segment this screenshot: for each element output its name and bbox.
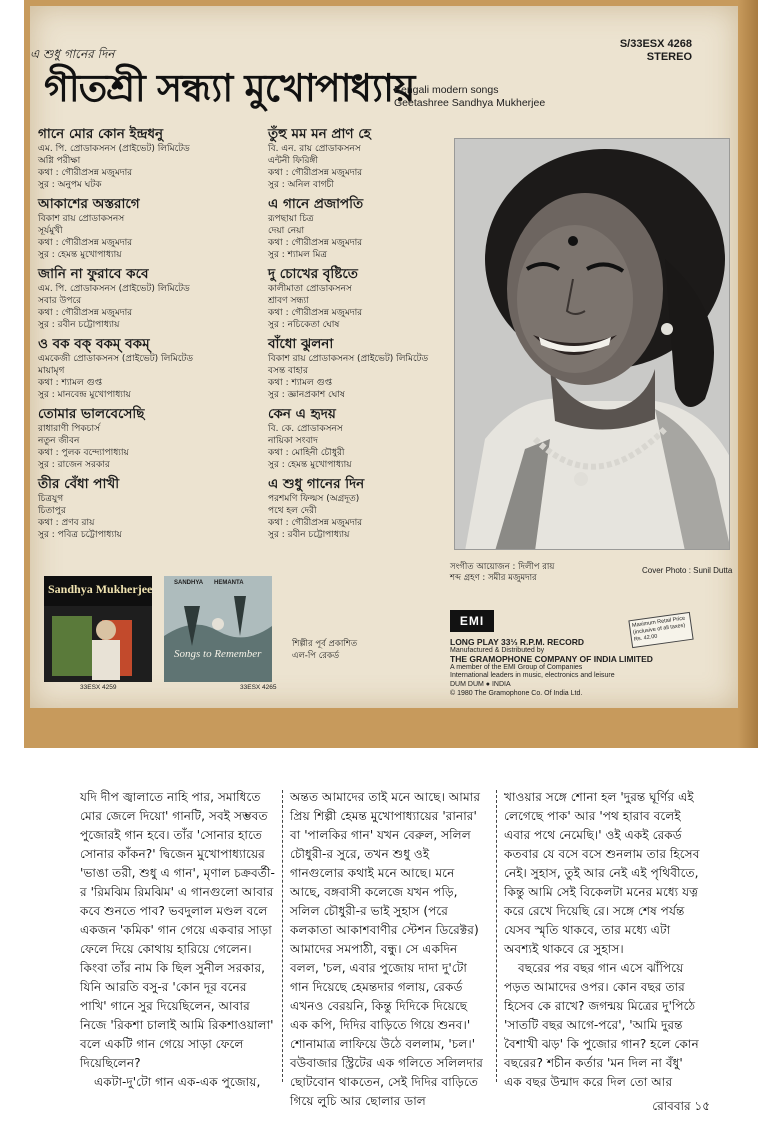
song-credit-line: নায়িকা সংবাদ <box>268 436 318 446</box>
song-credit-line: সুর : অনিল বাগচী <box>268 180 334 190</box>
song-title: দু চোখের বৃষ্টিতে <box>268 266 358 282</box>
song-entry <box>38 196 256 261</box>
thumbnail-2-title-1: SANDHYA <box>174 580 204 586</box>
thumbnail-2-art <box>164 576 272 682</box>
subtitle-genre: Bengali modern songs <box>394 84 499 96</box>
thumbnail-1-title: Sandhya Mukherjee <box>48 582 152 596</box>
song-credit-line: সুর : রবীন চট্টোপাধ্যায় <box>268 530 350 540</box>
song-credit-line: দেয়া নেয়া <box>268 226 305 236</box>
price-sticker: Maximum Retail Price (inclusive of all taxes) Rs. 42.00 <box>628 612 693 648</box>
cover-photo-portrait <box>454 138 730 550</box>
record-manufacturer-label: Manufactured & Distributed by <box>450 646 545 654</box>
article-column-1 <box>80 788 276 1092</box>
song-title: জানি না ফুরাবে কবে <box>38 266 149 282</box>
song-credit-line: সুর : রবীন চট্টোপাধ্যায় <box>38 320 120 330</box>
song-title: ও বক বক্ বকম্ বকম্ <box>38 336 150 352</box>
song-title: তুঁহু মম মন প্রাণ হে <box>268 126 371 142</box>
song-title: এ শুধু গানের দিন <box>268 476 365 492</box>
page-footer: রোববার ১৫ <box>652 1099 710 1113</box>
song-entry <box>38 126 256 191</box>
song-credit-line: কথা : গৌরীপ্রসন্ন মজুমদার <box>268 238 363 248</box>
thumbnail-1-code: 33ESX 4259 <box>80 684 117 691</box>
song-credit-line: এম. পি. প্রোডাকসনস (প্রাইভেট) লিমিটেড <box>38 284 190 294</box>
song-credit-line: বিকাশ রায় প্রোডাকসনস (প্রাইভেট) লিমিটেড <box>268 354 429 364</box>
previous-lp-line-2: এল-পি রেকর্ড <box>292 651 340 661</box>
album-subtitle <box>394 84 545 110</box>
song-credit-line: কথা : গৌরীপ্রসন্ন মজুমদার <box>38 168 133 178</box>
song-credit-line: সুর : পবিত্র চট্টোপাধ্যায় <box>38 530 122 540</box>
article-paragraph: যদি দীপ জ্বালাতে নাহি পার, সমাধিতে মোর জেলে দিয়ো' গানটি, সবই সম্ভবত পুজোরই গান হবে। তাঁর 'সোনার হাতে সোনার কাঁকন?' দ্বিজেন মুখোপাধ্যায়ের 'ভাঙা তরী, শুধু এ গান', মৃণাল চক্রবর্তী-র 'রিমঝিম রিমঝিম' এ গানগুলো আবার কবে শুনতে পাব? ভবদুলাল মণ্ডল বলে একজন 'কমিক' গান গেয়ে একবার সাড়া ফেলে দিয়ে কোথায় হারিয়ে গেলেন। কিংবা তাঁর নাম কি ছিল সুনীল সরকার, যিনি আরতি বসু-র 'কোন দূর বনের পাখি' গানে সুর দিয়েছিলেন, আবার নিজে 'রিকশা চালাই আমি রিকশাওয়ালা' বলে একটি গান গেয়ে সাড়া ফেলে দিয়েছিলেন? <box>80 790 275 1070</box>
song-credit-line: এম. পি. প্রোডাকসনস (প্রাইভেট) লিমিটেড <box>38 144 190 154</box>
song-credit-line: কথা : মোহিনী চৌধুরী <box>268 448 345 458</box>
previous-lp-line-1: শিল্পীর পূর্ব প্রকাশিত <box>292 639 358 649</box>
previous-lp-thumbnail-2 <box>164 576 272 682</box>
song-credit-line: মায়ামৃগ <box>38 366 65 376</box>
sleeve-back-cover <box>30 6 738 708</box>
record-location: DUM DUM ● INDIA <box>450 680 511 688</box>
stereo-label: STEREO <box>646 51 692 63</box>
song-title: এ গানে প্রজাপতি <box>268 196 364 212</box>
subtitle-artist: Geetashree Sandhya Mukherjee <box>394 97 546 109</box>
song-credit-line: সুর : হেমন্ত মুখোপাধ্যায় <box>38 250 122 260</box>
series-title: এ শুধু গানের দিন <box>30 47 115 61</box>
song-credit-line: কথা : প্রণব রায় <box>38 518 95 528</box>
song-entry <box>38 476 256 541</box>
record-sleeve <box>24 0 758 748</box>
article-column-2 <box>290 788 486 1111</box>
artist-name-bengali: গীতশ্রী সন্ধ্যা মুখোপাধ্যায় <box>44 66 415 110</box>
song-credit-line: শ্রাবণ সন্ধ্যা <box>268 296 309 306</box>
song-credit-line: কথা : গৌরীপ্রসন্ন মজুমদার <box>38 308 133 318</box>
song-list-left <box>38 126 256 546</box>
song-credit-line: সবার উপরে <box>38 296 82 306</box>
song-credit-line: সুর : হেমন্ত মুখোপাধ্যায় <box>268 460 352 470</box>
song-credit-line: কথা : শ্যামল গুপ্ত <box>38 378 102 388</box>
song-credit-line: চিতাপুর <box>38 506 66 516</box>
song-credit-line: বি. কে. প্রোডাকসনস <box>268 424 343 434</box>
song-credit-line: সুর : শ্যামল মিত্র <box>268 250 327 260</box>
song-credit-line: সুর : নচিকেতা ঘোষ <box>268 320 340 330</box>
record-info <box>450 638 653 689</box>
record-company: THE GRAMOPHONE COMPANY OF INDIA LIMITED <box>450 654 653 664</box>
catalog-code: S/33ESX 4268 <box>619 38 692 50</box>
song-credit-line: কথা : গৌরীপ্রসন্ন মজুমদার <box>38 238 133 248</box>
record-format: LONG PLAY 33⅓ R.P.M. RECORD <box>450 637 584 647</box>
credit-music-arrangement: সংগীত আয়োজন : দিলীপ রায় <box>450 562 555 572</box>
column-divider-1 <box>282 790 283 1082</box>
song-title: কেন এ হৃদয় <box>268 406 336 422</box>
song-credit-line: কথা : শ্যামল গুপ্ত <box>268 378 332 388</box>
thumbnail-2-code: 33ESX 4265 <box>240 684 277 691</box>
song-credit-line: অগ্নি পরীক্ষা <box>38 156 81 166</box>
song-credit-line: রাধারাণী পিকচার্স <box>38 424 101 434</box>
song-title: গানে মোর কোন ইন্দ্রধনু <box>38 126 164 142</box>
article-paragraph: বছরের পর বছর গান এসে ঝাঁপিয়ে পড়ত আমাদের ওপর। কোন বছর তার হিসেব কে রাখে? জগন্ময় মিত্রের দু'পিঠে 'সাতটি বছর আগে-পরে', 'আমি দুরন্ত বৈশাখী ঝড়' কি পুজোর গান? হলে কোন বছরের? শচীন কর্তার 'মন দিল না বঁধু' এক বছর উন্মাদ করে দিল তো আর <box>504 961 699 1089</box>
song-credit-line: সুর : জ্ঞানপ্রকাশ ঘোষ <box>268 390 345 400</box>
credit-sound-recording: শব্দ গ্রহণ : সমীর মজুমদার <box>450 573 537 583</box>
song-credit-line: পথে হল দেরী <box>268 506 317 516</box>
song-title: তীর বেঁধা পাখী <box>38 476 120 492</box>
thumbnail-2-script: Songs to Remember <box>174 648 262 660</box>
production-credits <box>450 562 554 584</box>
article-paragraph: খাওয়ার সঙ্গে শোনা হল 'দুরন্ত ঘূর্ণির এই লেগেছে পাক' আর 'পথ হারাব বলেই এবার পথে নেমেছি।' ওই একই রেকর্ড কতবার যে বসে বসে শুনলাম তার হিসেব নেই। সুহাস, তুই আর নেই এই পৃথিবীতে, কিন্তু আমি সেই বিকেলটা মনের মধ্যে যত্ন করে রেখে দিয়েছি রে। সঙ্গে শেষ পর্যন্ত যেসব স্মৃতি থাকবে, তার মধ্যে এটা অবশ্যই থাকবে রে সুহাস। <box>504 790 700 956</box>
song-credit-line: কথা : গৌরীপ্রসন্ন মজুমদার <box>268 518 363 528</box>
song-credit-line: এমকেজী প্রোডাকসনস (প্রাইভেট) লিমিটেড <box>38 354 193 364</box>
column-divider-2 <box>496 790 497 1082</box>
song-credit-line: সুর : রাজেন সরকার <box>38 460 110 470</box>
song-credit-line: কথা : গৌরীপ্রসন্ন মজুমদার <box>268 308 363 318</box>
cover-photo-credit: Cover Photo : Sunil Dutta <box>642 566 733 575</box>
catalog-number <box>620 38 692 64</box>
song-credit-line: বি. এন. রায় প্রোডাকসনস <box>268 144 361 154</box>
article-paragraph: একটা-দু'টো গান এক-এক পুজোয়, <box>94 1075 261 1089</box>
article-column-3 <box>504 788 704 1092</box>
song-entry <box>38 406 256 471</box>
song-credit-line: রূপছায়া চিত্র <box>268 214 314 224</box>
portrait-illustration <box>455 139 730 550</box>
emi-logo: EMI <box>450 610 494 632</box>
song-credit-line: সূর্যমুখী <box>38 226 63 236</box>
song-title: বাঁধো ঝুলনা <box>268 336 334 352</box>
song-credit-line: সুর : মানবেন্দ্র মুখোপাধ্যায় <box>38 390 131 400</box>
song-credit-line: বসন্ত বাহার <box>268 366 308 376</box>
song-credit-line: বিকাশ রায় প্রোডাকসনস <box>38 214 125 224</box>
song-credit-line: নতুন জীবন <box>38 436 80 446</box>
song-credit-line: এন্টনী ফিরিঙ্গী <box>268 156 318 166</box>
song-credit-line: কথা : পুলক বন্দ্যোপাধ্যায় <box>38 448 129 458</box>
song-credit-line: চিত্রযুগ <box>38 494 64 504</box>
previous-lp-caption <box>292 638 357 662</box>
song-entry <box>38 336 256 401</box>
sleeve-edge-stain <box>738 0 758 748</box>
song-credit-line: কালীমাতা প্রোডাকসনস <box>268 284 352 294</box>
record-tagline: International leaders in music, electronics and leisure <box>450 672 615 679</box>
song-credit-line: পরশমণি ফিল্মস (অগ্রদূত) <box>268 494 360 504</box>
record-group: A member of the EMI Group of Companies <box>450 663 583 671</box>
song-credit-line: কথা : গৌরীপ্রসন্ন মজুমদার <box>268 168 363 178</box>
song-entry <box>38 266 256 331</box>
article-paragraph: অন্তত আমাদের তাই মনে আছে। আমার প্রিয় শিল্পী হেমন্ত মুখোপাধ্যায়ের 'রানার' বা 'পালকির গান' যখন বেরুল, সলিল চৌধুরী-র সুরে, তখন শুধু ওই গানগুলোর কথাই মনে আছে। মনে আছে, বঙ্গবাসী কলেজে যখন পড়ি, সলিল চৌধুরী-র ভাই সুহাস (পরে কলকাতা আকাশবাণীর স্টেশন ডিরেক্টর) আমাদের সমপাঠী, বন্ধু। সে একদিন বলল, 'চল, এবার পুজোয় দাদা দু'টো গান দিয়েছে হেমন্তদার গলায়, রেকর্ড এখনও বেরয়নি, কিন্তু দিদিকে দিয়েছে এক কপি, দিদির বাড়িতে গিয়ে শুনব।' শোনামাত্র লাফিয়ে উঠে বললাম, 'চল।' বউবাজার স্ট্রিটের এক গলিতে সলিলদার ছোটবোন থাকতেন, সেই দিদির বাড়িতে গিয়ে লুচি আর ছোলার ডাল <box>290 790 483 1108</box>
song-title: আকাশের অস্তরাগে <box>38 196 140 212</box>
song-credit-line: সুর : অনুপম ঘটক <box>38 180 102 190</box>
previous-lp-thumbnail-1 <box>44 576 152 682</box>
thumbnail-2-title-2: HEMANTA <box>214 580 244 586</box>
copyright-line: © 1980 The Gramophone Co. Of India Ltd. <box>450 690 583 697</box>
song-title: তোমার ভালবেসেছি <box>38 406 145 422</box>
